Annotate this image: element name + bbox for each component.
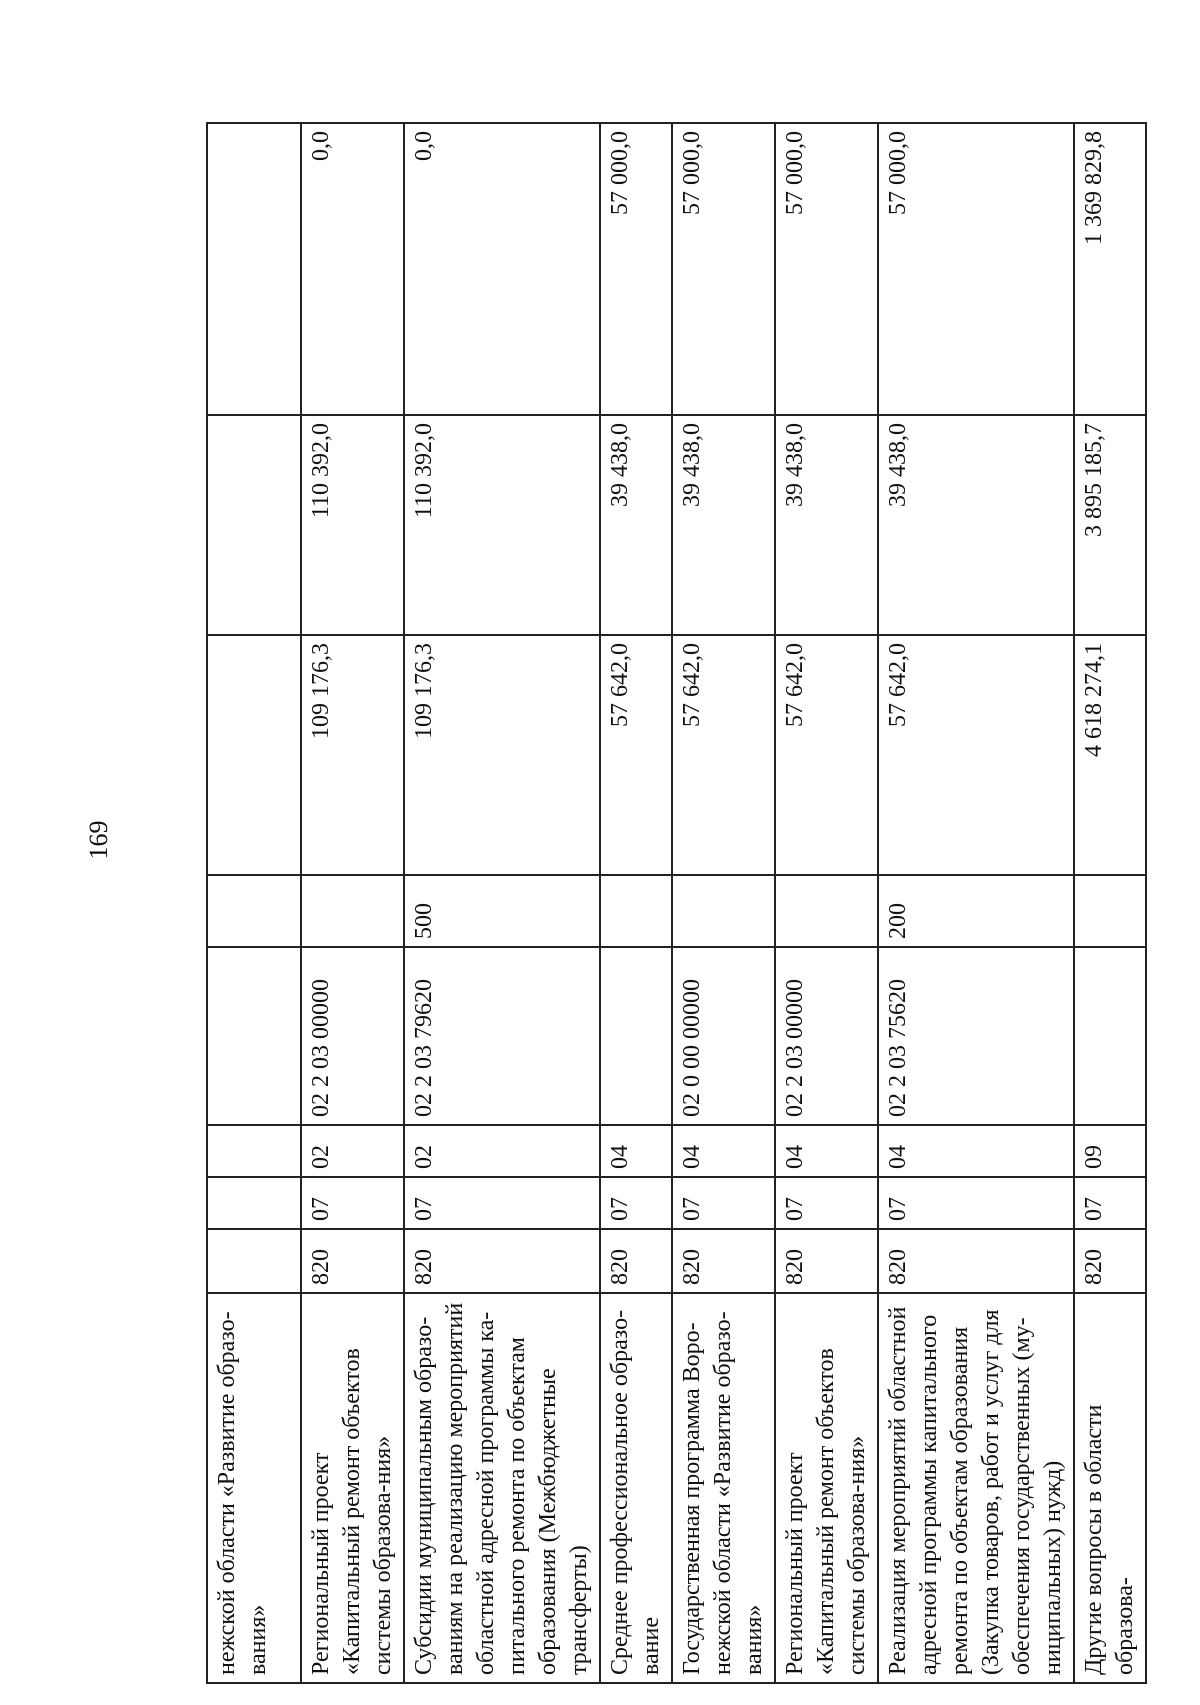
amount-year1-cell: 4 618 274,1 [1074, 635, 1146, 875]
subsection-code-cell: 04 [775, 1125, 878, 1177]
table-row [301, 123, 404, 1683]
row-name-cell: Среднее профессиональное образо-вание [600, 1293, 672, 1683]
amount-year2-cell: 39 438,0 [600, 415, 672, 635]
table-row [878, 123, 1074, 1683]
amount-year1-cell: 109 176,3 [404, 635, 600, 875]
section-code-cell [207, 1177, 301, 1229]
amount-year3-cell: 57 000,0 [878, 123, 1074, 415]
ministry-code-cell: 820 [600, 1229, 672, 1293]
ministry-code-cell: 820 [301, 1229, 404, 1293]
amount-year2-cell: 39 438,0 [672, 415, 775, 635]
expense-type-cell [600, 875, 672, 947]
target-article-cell [1074, 947, 1146, 1125]
row-name-cell: Государственная программа Воро-нежской области «Развитие образо-вания» [672, 1293, 775, 1683]
amount-year2-cell: 39 438,0 [878, 415, 1074, 635]
page-number [82, 805, 116, 875]
section-code-cell: 07 [404, 1177, 600, 1229]
amount-year3-cell: 57 000,0 [600, 123, 672, 415]
subsection-code-cell [207, 1125, 301, 1177]
ministry-code-cell: 820 [1074, 1229, 1146, 1293]
ministry-code-cell: 820 [878, 1229, 1074, 1293]
expense-type-cell [1074, 875, 1146, 947]
section-code-cell: 07 [775, 1177, 878, 1229]
amount-year1-cell: 57 642,0 [672, 635, 775, 875]
amount-year1-cell [207, 635, 301, 875]
ministry-code-cell: 820 [775, 1229, 878, 1293]
table-row [672, 123, 775, 1683]
page-number-text: 169 [84, 820, 113, 860]
row-name-cell: Другие вопросы в области образова- [1074, 1293, 1146, 1683]
row-name-cell: Региональный проект «Капитальный ремонт объектов системы образова-ния» [775, 1293, 878, 1683]
amount-year2-cell: 110 392,0 [404, 415, 600, 635]
table-row [600, 123, 672, 1683]
row-name-cell: Субсидии муниципальным образо-ваниям на реализацию мероприятий областной адресной программы ка-питального ремонта по объектам образования (Межбюджетные трансферты) [404, 1293, 600, 1683]
amount-year2-cell [207, 415, 301, 635]
amount-year3-cell: 1 369 829,8 [1074, 123, 1146, 415]
section-code-cell: 07 [878, 1177, 1074, 1229]
table-row [404, 123, 600, 1683]
expense-type-cell: 200 [878, 875, 1074, 947]
amount-year1-cell: 109 176,3 [301, 635, 404, 875]
amount-year3-cell [207, 123, 301, 415]
amount-year1-cell: 57 642,0 [600, 635, 672, 875]
amount-year2-cell: 3 895 185,7 [1074, 415, 1146, 635]
amount-year3-cell: 57 000,0 [775, 123, 878, 415]
budget-table [206, 122, 1147, 1684]
table-row [207, 123, 301, 1683]
subsection-code-cell: 04 [600, 1125, 672, 1177]
amount-year2-cell: 110 392,0 [301, 415, 404, 635]
section-code-cell: 07 [1074, 1177, 1146, 1229]
amount-year3-cell: 0,0 [404, 123, 600, 415]
subsection-code-cell: 02 [404, 1125, 600, 1177]
target-article-cell: 02 2 03 00000 [775, 947, 878, 1125]
subsection-code-cell: 02 [301, 1125, 404, 1177]
ministry-code-cell: 820 [404, 1229, 600, 1293]
target-article-cell: 02 2 03 75620 [878, 947, 1074, 1125]
row-name-cell: Реализация мероприятий областной адресной программы капитального ремонта по объектам образования (Закупка товаров, работ и услуг для обеспечения государственных (му-ниципальных) нужд) [878, 1293, 1074, 1683]
expense-type-cell [775, 875, 878, 947]
budget-table-container [206, 124, 1138, 1684]
table-row [775, 123, 878, 1683]
subsection-code-cell: 04 [672, 1125, 775, 1177]
target-article-cell [207, 947, 301, 1125]
target-article-cell: 02 0 00 00000 [672, 947, 775, 1125]
expense-type-cell [672, 875, 775, 947]
amount-year2-cell: 39 438,0 [775, 415, 878, 635]
target-article-cell [600, 947, 672, 1125]
expense-type-cell: 500 [404, 875, 600, 947]
row-name-cell: Региональный проект «Капитальный ремонт объектов системы образова-ния» [301, 1293, 404, 1683]
expense-type-cell [301, 875, 404, 947]
ministry-code-cell: 820 [672, 1229, 775, 1293]
amount-year1-cell: 57 642,0 [878, 635, 1074, 875]
section-code-cell: 07 [600, 1177, 672, 1229]
amount-year1-cell: 57 642,0 [775, 635, 878, 875]
subsection-code-cell: 09 [1074, 1125, 1146, 1177]
amount-year3-cell: 57 000,0 [672, 123, 775, 415]
section-code-cell: 07 [301, 1177, 404, 1229]
row-name-cell: нежской области «Развитие образо-вания» [207, 1293, 301, 1683]
section-code-cell: 07 [672, 1177, 775, 1229]
subsection-code-cell: 04 [878, 1125, 1074, 1177]
expense-type-cell [207, 875, 301, 947]
table-row [1074, 123, 1146, 1683]
target-article-cell: 02 2 03 00000 [301, 947, 404, 1125]
target-article-cell: 02 2 03 79620 [404, 947, 600, 1125]
amount-year3-cell: 0,0 [301, 123, 404, 415]
ministry-code-cell [207, 1229, 301, 1293]
